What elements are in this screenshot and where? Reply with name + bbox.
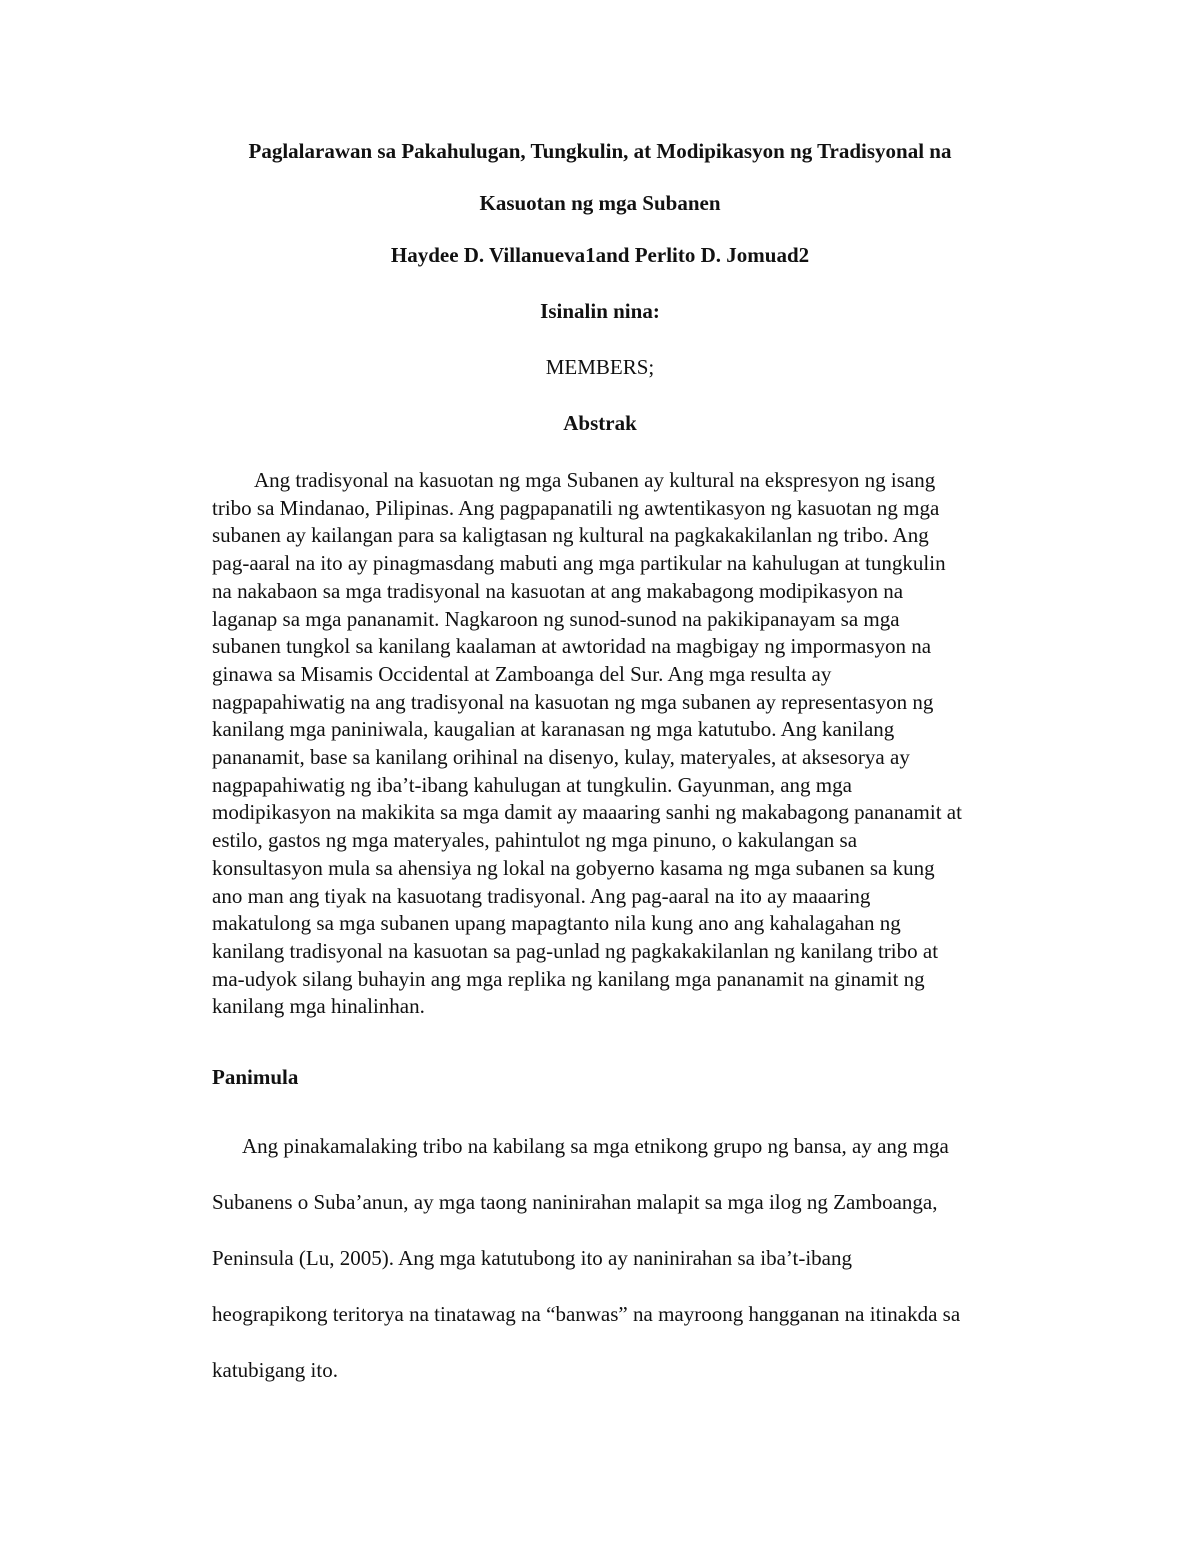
- abstract-line: ano man ang tiyak na kasuotang tradisyonal. Ang pag-aaral na ito ay maaaring: [212, 883, 871, 908]
- translated-by-label: Isinalin nina:: [540, 299, 660, 323]
- abstract-line: estilo, gastos ng mga materyales, pahintulot ng mga pinuno, o kakulangan sa: [212, 828, 858, 853]
- intro-line: Subanens o Suba’anun, ay mga taong naninirahan malapit sa mga ilog ng Zamboanga,: [212, 1190, 938, 1214]
- abstract-line: pag-aaral na ito ay pinagmasdang mabuti ang mga partikular na kahulugan at tungkulin: [212, 551, 946, 576]
- title-line-2: Kasuotan ng mga Subanen: [479, 191, 721, 215]
- abstract-line: ma-udyok silang buhayin ang mga replika ng kanilang mga pananamit na ginamit ng: [212, 966, 925, 991]
- intro-line: heograpikong teritorya na tinatawag na “banwas” na mayroong hangganan na itinakda sa: [212, 1302, 961, 1326]
- abstract-line: konsultasyon mula sa ahensiya ng lokal na gobyerno kasama ng mga subanen sa kung: [212, 855, 935, 880]
- abstract-paragraph: [212, 467, 1062, 1021]
- title-line-1: Paglalarawan sa Pakahulugan, Tungkulin, at Modipikasyon ng Tradisyonal na: [248, 139, 952, 163]
- abstract-line: kanilang mga hinalinhan.: [212, 994, 425, 1019]
- abstract-line: kanilang tradisyonal na kasuotan sa pag-unlad ng pagkakakilanlan ng kanilang tribo at: [212, 938, 939, 963]
- abstract-line: ginawa sa Misamis Occidental at Zamboanga del Sur. Ang mga resulta ay: [212, 661, 832, 686]
- abstract-line: nagpapahiwatig ng iba’t-ibang kahulugan at tungkulin. Gayunman, ang mga: [212, 772, 852, 797]
- intro-line: Ang pinakamalaking tribo na kabilang sa mga etnikong grupo ng bansa, ay ang mga: [242, 1134, 949, 1158]
- abstract-line: pananamit, base sa kanilang orihinal na disenyo, kulay, materyales, at aksesorya ay: [212, 745, 910, 770]
- abstract-line: nagpapahiwatig na ang tradisyonal na kasuotan ng mga subanen ay representasyon ng: [212, 689, 934, 714]
- authors-line: Haydee D. Villanueva1and Perlito D. Jomuad2: [390, 243, 810, 267]
- abstract-line: tribo sa Mindanao, Pilipinas. Ang pagpapanatili ng awtentikasyon ng kasuotan ng mga: [212, 495, 940, 520]
- abstract-heading: Abstrak: [563, 411, 637, 435]
- abstract-line: Ang tradisyonal na kasuotan ng mga Subanen ay kultural na ekspresyon ng isang: [254, 468, 936, 492]
- intro-line: katubigang ito.: [212, 1358, 338, 1382]
- abstract-line: makatulong sa mga subanen upang mapagtanto nila kung ano ang kahalagahan ng: [212, 911, 901, 936]
- abstract-line: na nakabaon sa mga tradisyonal na kasuotan at ang makabagong modipikasyon na: [212, 578, 904, 603]
- abstract-line: modipikasyon na makikita sa mga damit ay maaaring sanhi ng makabagong pananamit at: [212, 800, 962, 825]
- intro-line: Peninsula (Lu, 2005). Ang mga katutubong ito ay naninirahan sa iba’t-ibang: [212, 1246, 852, 1270]
- members-label: MEMBERS;: [545, 355, 655, 379]
- abstract-line: laganap sa mga pananamit. Nagkaroon ng sunod-sunod na pakikipanayam sa mga: [212, 606, 900, 631]
- abstract-line: subanen ay kailangan para sa kaligtasan ng kultural na pagkakakilanlan ng tribo. Ang: [212, 523, 929, 548]
- intro-paragraph: [212, 1131, 1072, 1411]
- intro-heading: Panimula: [212, 1065, 299, 1089]
- abstract-line: subanen tungkol sa kanilang kaalaman at awtoridad na magbigay ng impormasyon na: [212, 634, 932, 659]
- document-title: [150, 138, 1050, 216]
- abstract-line: kanilang mga paniniwala, kaugalian at karanasan ng mga katutubo. Ang kanilang: [212, 717, 895, 742]
